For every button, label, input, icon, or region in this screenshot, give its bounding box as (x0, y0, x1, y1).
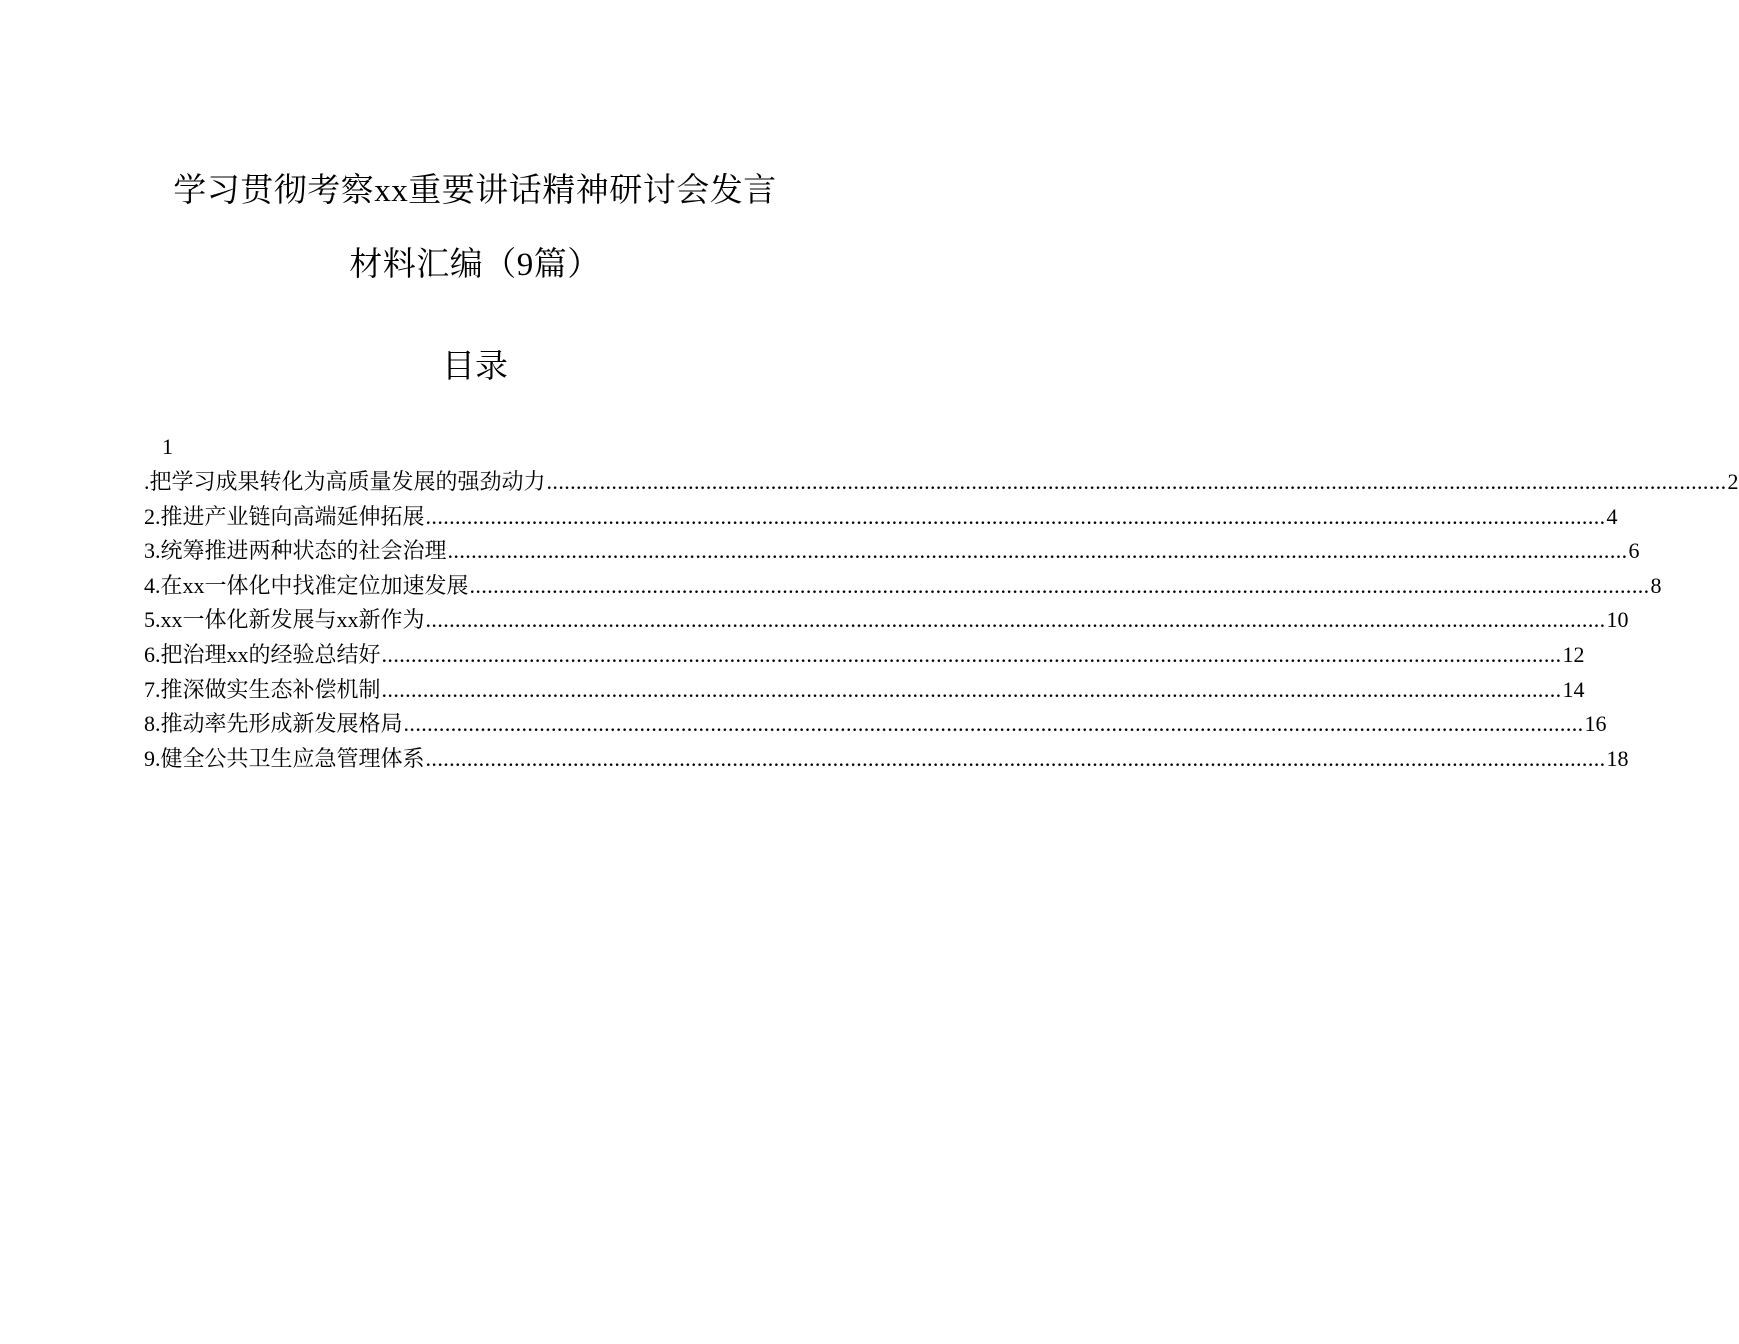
toc-entry-label: 7.推深做实生态补偿机制 (144, 676, 381, 702)
toc-heading: 目录 (442, 349, 508, 385)
toc-entry-page: 16 (1584, 711, 1607, 737)
toc-entry[interactable] (144, 465, 1739, 500)
toc-entry[interactable] (144, 534, 1640, 569)
toc-entry-label: 4.在xx一体化中找准定位加速发展 (144, 572, 469, 598)
toc-leader-dots: ........................................................................................................................................................................................................ (469, 572, 1650, 598)
toc-entry-label: 6.把治理xx的经验总结好 (144, 641, 381, 667)
toc-entry-page: 18 (1606, 745, 1629, 771)
toc-entry[interactable] (144, 673, 1585, 708)
toc-entry[interactable] (144, 500, 1618, 535)
toc-entry-label: .把学习成果转化为高质量发展的强劲动力 (144, 469, 546, 494)
toc-leader-dots: ........................................................................................................................................................................................................ (425, 745, 1606, 771)
document-title-line-1: 学习贯彻考察xx重要讲话精神研讨会发言 (173, 173, 777, 209)
toc-entry-page: 12 (1562, 641, 1585, 667)
toc-entry-label: 2.推进产业链向高端延伸拓展 (144, 503, 425, 529)
toc-entry-page: 2 (1727, 469, 1739, 494)
toc-entry-label: 5.xx一体化新发展与xx新作为 (144, 607, 425, 633)
toc-leader-dots: ........................................................................................................................................................................................................ (425, 607, 1606, 633)
table-of-contents (144, 465, 1739, 776)
toc-entry[interactable] (144, 603, 1629, 638)
toc-entry[interactable] (144, 707, 1607, 742)
toc-leader-dots: ........................................................................................................................................................................................................ (546, 469, 1727, 494)
toc-entry[interactable] (144, 569, 1662, 604)
toc-entry-label: 8.推动率先形成新发展格局 (144, 711, 403, 737)
toc-entry-page: 4 (1606, 503, 1618, 529)
toc-leader-dots: ........................................................................................................................................................................................................ (403, 711, 1584, 737)
toc-entry-page: 6 (1628, 538, 1640, 564)
toc-entry-label: 9.健全公共卫生应急管理体系 (144, 745, 425, 771)
toc-leader-dots: ........................................................................................................................................................................................................ (425, 503, 1606, 529)
toc-entry-label: 3.统筹推进两种状态的社会治理 (144, 538, 447, 564)
toc-entry[interactable] (144, 742, 1629, 777)
toc-leader-dots: ........................................................................................................................................................................................................ (447, 538, 1628, 564)
toc-entry-page: 14 (1562, 676, 1585, 702)
toc-leader-dots: ........................................................................................................................................................................................................ (381, 641, 1562, 667)
toc-leader-dots: ........................................................................................................................................................................................................ (381, 676, 1562, 702)
toc-entry[interactable] (144, 638, 1585, 673)
document-title-line-2: 材料汇编（9篇） (349, 247, 601, 283)
toc-entry-page: 10 (1606, 607, 1629, 633)
toc-stray-number: 1 (162, 434, 173, 459)
toc-entry-page: 8 (1650, 572, 1662, 598)
